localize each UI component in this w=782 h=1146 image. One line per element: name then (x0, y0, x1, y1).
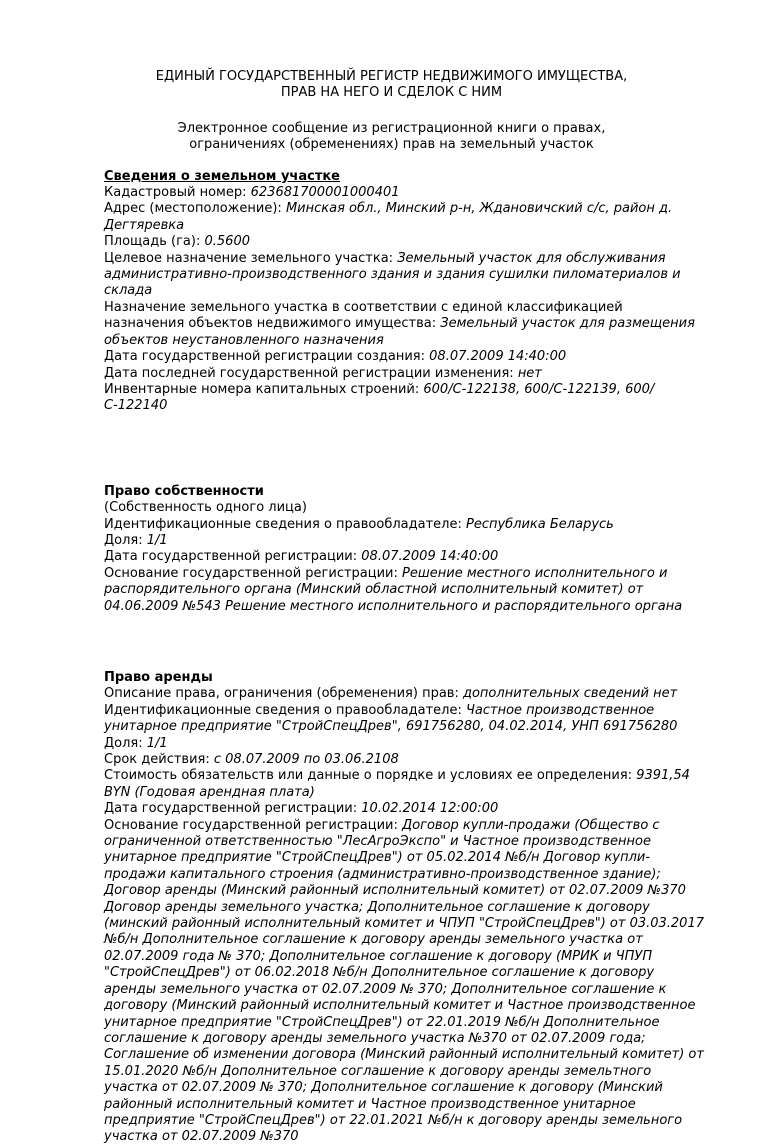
document-title (90, 62, 693, 102)
field-label: Дата последней государственной регистрации изменения: (104, 365, 514, 381)
field-registration-basis (104, 818, 707, 1146)
field-value: 0.5600 (204, 234, 250, 250)
field-value: Республика Беларусь (465, 516, 614, 532)
field-label: Доля: (104, 532, 143, 548)
field-share (104, 736, 707, 752)
field-value: 08.07.2009 14:40:00 (429, 349, 567, 365)
document-subtitle (90, 121, 693, 154)
document-subtitle-line1: Электронное сообщение из регистрационной книги о правах, (177, 120, 606, 136)
field-label: Основание государственной регистрации: (104, 565, 398, 581)
field-value: Договор купли-продажи (Общество с ограниченной ответственностью "ЛесАгроЭкспо" и Частное производственное унитарное предприятие "СтройСпецДрев") от 05.02.2014 №б/н Договор купли-продажи капитального строения (административно-производственное здание); Договор аренды (Минский районный исполнительный комитет) от 02.07.2009 №370 Договор аренды земельного участка; Дополнительное соглашение к договору (минский районный исполнительный комитет и ЧПУП "СтройСпецДрев") от 03.03.2017 №б/н Дополнительное соглашение к договору аренды земельного участка от 02.07.2009 года № 370; Дополнительное соглашение к договору (МРИК и ЧПУП "СтройСпецДрев") от 06.02.2018 №б/н Дополнительное соглашение к договору аренды земельного участка от 02.07.2009 № 370; Дополнительное соглашение к договору (Минский районный исполнительный комитет и Частное производственное унитарное предприятие "СтройСпецДрев") от 22.01.2019 №б/н Дополнительное соглашение к договору аренды земельного участка №370 от 02.07.2009 года; Соглашение об изменении договора (Минский районный исполнительный комитет) от 15.01.2020 №б/н Дополнительное соглашение к договору аренды земельтного участка от 02.07.2009 № 370; Дополнительное соглашение к договору (Минский районный исполнительный комитет и Частное производственное унитарное предприятие "СтройСпецДрев") от 22.01.2021 №б/н к договору аренды земельного участка от 02.07.2009 №370 (104, 817, 704, 1145)
field-value: 9391,54 BYN (Годовая арендная плата) (104, 768, 690, 800)
field-label: Доля: (104, 735, 143, 751)
field-label: Стоимость обязательств или данные о порядке и условиях ее определения: (104, 768, 633, 784)
section-ownership-heading: Право собственности (104, 483, 264, 499)
field-value: Земельный участок для обслуживания административно-производственного здания и здания сушилки пиломатериалов и склада (104, 250, 681, 299)
document-title-line1: ЕДИНЫЙ ГОСУДАРСТВЕННЫЙ РЕГИСТР НЕДВИЖИМОГО ИМУЩЕСТВА, (155, 69, 628, 84)
field-value: 1/1 (146, 735, 168, 751)
field-creation-registration-date (104, 349, 707, 365)
field-value: Частное производственное унитарное предприятие "СтройСпецДрев", 691756280, 04.02.2014, УНП 691756280 (104, 702, 678, 735)
field-value: дополнительных сведений нет (462, 686, 678, 702)
field-value: 1/1 (146, 532, 168, 548)
field-value: 10.02.2014 12:00:00 (361, 801, 499, 817)
field-area (104, 234, 707, 250)
field-last-change-registration-date (104, 366, 707, 382)
field-address (104, 201, 707, 234)
section-ownership-right (104, 484, 707, 615)
field-registration-date (104, 549, 707, 565)
field-label: Инвентарные номера капитальных строений: (104, 381, 420, 397)
field-cadastral-number (104, 185, 707, 201)
section-land-plot-heading: Сведения о земельном участке (104, 168, 340, 184)
field-right-description (104, 686, 707, 702)
field-value: Земельный участок для размещения объектов неустановленного назначения (104, 316, 695, 348)
field-value: нет (517, 365, 542, 381)
field-label: Целевое назначение земельного участка: (104, 250, 394, 266)
field-rightholder-identification (104, 517, 707, 533)
field-value: 600/С-122138, 600/С-122139, 600/С-122140 (104, 381, 655, 414)
section-land-plot (104, 169, 707, 415)
field-rightholder-identification (104, 703, 707, 736)
field-label: Дата государственной регистрации: (104, 549, 358, 565)
field-label: Идентификационные сведения о правообладателе: (104, 702, 462, 718)
field-value: 623681700001000401 (250, 185, 400, 201)
field-registration-date (104, 801, 707, 817)
field-value: Минская обл., Минский р-н, Ждановичский с/с, район д. Дегтяревка (104, 201, 673, 233)
field-label: Назначение земельного участка в соответствии с единой классификацией назначения объектов недвижимого имущества: (104, 299, 623, 332)
field-label: Кадастровый номер: (104, 185, 247, 201)
field-label: Основание государственной регистрации: (104, 817, 398, 833)
field-designated-purpose (104, 251, 707, 300)
ownership-type-note: (Собственность одного лица) (104, 500, 307, 516)
field-label: Описание права, ограничения (обременения) прав: (104, 686, 459, 702)
field-label: Адрес (местоположение): (104, 201, 282, 217)
field-label: Площадь (га): (104, 234, 201, 250)
field-value: с 08.07.2009 по 03.06.2108 (213, 752, 399, 767)
section-lease-heading: Право аренды (104, 669, 213, 685)
section-lease-right (104, 670, 707, 1146)
field-share (104, 533, 707, 549)
field-label: Дата государственной регистрации: (104, 801, 358, 817)
field-label: Идентификационные сведения о правообладателе: (104, 516, 462, 532)
field-label: Дата государственной регистрации создания: (104, 349, 426, 365)
field-value: Решение местного исполнительного и распорядительного органа (Минский областной исполнительный комитет) от 04.06.2009 №543 Решение местного исполнительного и распорядительного органа (104, 565, 683, 614)
field-validity-period (104, 752, 707, 768)
field-value: 08.07.2009 14:40:00 (361, 549, 499, 565)
field-inventory-numbers (104, 382, 707, 415)
field-obligations-value (104, 768, 707, 801)
field-registration-basis (104, 566, 707, 615)
field-label: Срок действия: (104, 752, 210, 767)
document-title-line2: ПРАВ НА НЕГО И СДЕЛОК С НИМ (280, 85, 503, 101)
document-subtitle-line2: ограничениях (обременениях) прав на земельный участок (189, 137, 594, 153)
field-classification-purpose (104, 300, 707, 349)
